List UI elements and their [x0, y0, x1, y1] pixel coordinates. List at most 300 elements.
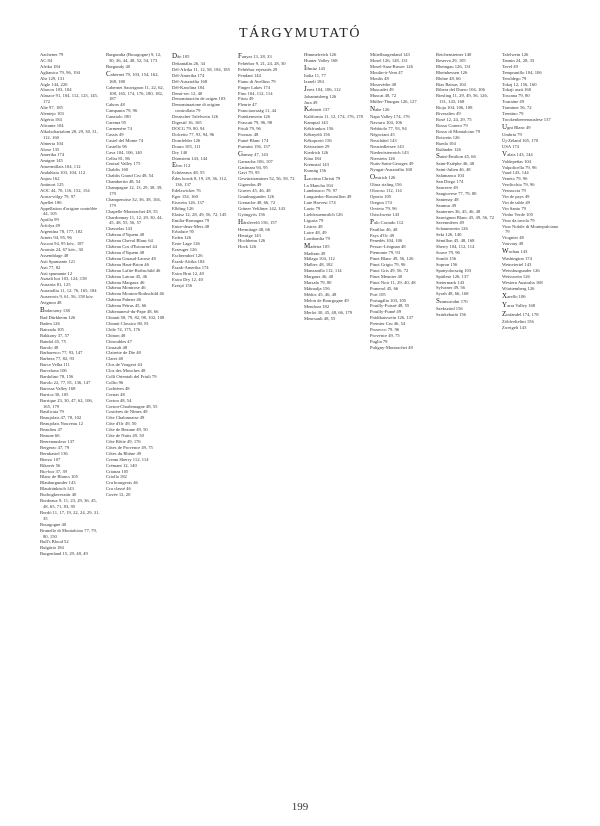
index-entry: Cabernet Sauvignon 11, 22, 62, 108, 165, 174, 176, 180, 182, 187: [106, 84, 164, 102]
index-entry: Cream Sherry 112, 114: [106, 456, 149, 462]
index-entry: Fumé Blanc 174: [238, 137, 269, 143]
index-entry: Chile 74, 175, 176: [106, 326, 141, 332]
index-entry: Cornas 48: [106, 391, 125, 397]
index-entry: Nebbiolo 77, 93, 94: [370, 125, 407, 131]
index-entry: Dél-Ausztrália 168: [172, 78, 208, 84]
index-entry: Hermitage 48, 66: [238, 226, 271, 232]
index-entry: Châteauneuf-du-Pape 48, 66: [106, 309, 159, 315]
index-entry: Új-Zéland 165, 170: [502, 137, 539, 143]
index-entry: Brunello di Montalcino 77, 79, 80, 150: [40, 527, 97, 539]
index-entry: Ugni Blanc 49: [502, 122, 531, 131]
index-entry: Aprilia 99: [40, 217, 59, 223]
index-entry: Friuli 79, 96: [238, 125, 261, 131]
index-entry: Dekantálás 26, 34: [172, 61, 206, 66]
index-entry: Nuits-Saint-Georges 49: [370, 161, 414, 167]
index-entry: Barbera 77, 82, 93: [40, 356, 75, 362]
index-initial-letter: J: [304, 84, 307, 93]
index-entry: Baden 126: [40, 320, 60, 326]
index-entry: Aigle 144, 220: [40, 81, 68, 87]
index-entry: Saint-Émilion 45, 66: [436, 152, 476, 161]
index-entry: Beaujolais Nouveau 12: [40, 421, 83, 427]
index-entry: Corton-Charlemagne 48, 55: [106, 403, 158, 409]
index-column-3: [172, 52, 232, 797]
index-entry: Escherndorf 126: [172, 253, 203, 259]
index-entry: Kéknyelű 156: [304, 132, 330, 138]
index-entry: Mourvèdre 48: [370, 81, 397, 87]
index-entry: Apellet 186: [40, 199, 62, 205]
index-entry: Ausztrália 11, 12, 76, 165, 184: [40, 288, 97, 294]
index-entry: Chinon 48: [106, 332, 126, 338]
index-entry: Kalifornia 11, 12, 174, 176, 178: [304, 114, 363, 120]
index-entry: Kamptal 143: [304, 120, 328, 126]
index-entry: Xarello 106: [502, 291, 526, 300]
index-entry: Campania 79, 96: [106, 108, 138, 114]
index-entry: Rotwein 126: [436, 134, 460, 140]
index-entry: Muscadet 49: [370, 87, 394, 93]
index-entry: Beaune 66: [40, 433, 60, 439]
index-entry: Orvieto 79, 96: [370, 205, 397, 211]
index-entry: Johannisberg 126: [304, 93, 337, 99]
index-entry: Auxerrois 9, 61, 56, 158 kóv.: [40, 294, 94, 300]
index-entry: Bandol 45, 75: [40, 338, 66, 344]
index-entry: Kína 184: [304, 155, 321, 161]
index-entry: Alicante 104: [40, 122, 64, 128]
index-entry: Château d'Yquem 48: [106, 232, 145, 238]
index-entry: Alasace 91, 104, 112, 125, 145, 172: [40, 93, 99, 105]
index-entry: Barolo 22, 77, 81, 136, 147: [40, 379, 91, 385]
index-entry: Bordeaux 9, 11, 23, 29, 36, 45, 48, 65, 71, 83, 95: [40, 498, 97, 509]
index-entry: Castel del Monte 74: [106, 137, 144, 143]
index-entry: Illmitz 143: [304, 63, 326, 72]
index-initial-letter: P: [370, 217, 374, 226]
index-entry: Arneis 94, 95, 96: [40, 235, 72, 241]
index-entry: Cellar 81, 86: [106, 155, 130, 161]
index-entry: Côte Chalonnaise 49: [106, 415, 145, 421]
index-entry: Beaulieu 47: [40, 427, 63, 433]
index-entry: Rueda 104: [436, 140, 456, 146]
index-entry: Savennières 49: [436, 220, 464, 226]
index-entry: Édes borok 8, 19, 29, 36, 112, 136, 137: [172, 176, 228, 188]
index-entry: Ansermillais 104, 112: [40, 164, 81, 170]
index-entry: Amerika 174: [40, 152, 65, 158]
index-entry: Rías Baixas 104: [436, 81, 466, 87]
index-entry: Oloroso 112, 114: [370, 188, 402, 194]
index-entry: Château Cheval Blanc 64: [106, 238, 153, 244]
index-initial-letter: H: [238, 217, 244, 226]
index-entry: Prosecco 79, 96: [370, 327, 400, 333]
index-entry: Alentejo 103: [40, 111, 64, 117]
index-entry: Veneto 79, 96: [502, 176, 528, 182]
index-entry: Chapelle-Montrachet 48, 55: [106, 208, 158, 214]
index-entry: Neusiedlersee 143: [370, 143, 404, 149]
index-entry: Fronsac 48: [238, 131, 259, 137]
index-entry: Ruländer 126: [436, 146, 461, 152]
index-entry: Vin Santo 79: [502, 205, 526, 211]
index-entry: Ribera del Duero 104, 106: [436, 87, 485, 93]
index-entry: Vernaccia 79: [502, 188, 526, 194]
index-entry: Marsala 79, 80: [304, 280, 332, 286]
index-entry: Washington 174: [502, 256, 532, 262]
page-number: 199: [291, 801, 309, 813]
index-entry: Château Mouton-Rothschild 46: [106, 291, 164, 297]
index-entry: Kiedrich 126: [304, 149, 329, 155]
index-entry: Moulis 48: [370, 75, 389, 81]
index-entry: Spätlese 126, 137: [436, 273, 469, 279]
index-initial-letter: E: [172, 161, 177, 170]
index-entry: Pessac-Léognan 48: [370, 244, 406, 250]
index-entry: Edelzwicker 76: [172, 188, 201, 194]
index-entry: Canaiolo 180: [106, 114, 131, 120]
index-entry: Kremstal 143: [304, 161, 329, 167]
index-entry: Frascati 79, 96, 98: [238, 120, 273, 126]
index-entry: Finger Lakes 174: [238, 84, 271, 90]
index-column-5: [304, 52, 364, 797]
index-initial-letter: U: [502, 122, 508, 131]
index-entry: Valais 143, 144: [502, 149, 533, 158]
index-entry: Algéria 184: [40, 116, 62, 122]
index-column-6: [370, 52, 430, 797]
index-entry: Crianza 105: [106, 468, 129, 474]
index-entry: Weissburgunder 126: [502, 268, 540, 273]
index-entry: Cinsault 48: [106, 344, 128, 350]
index-entry: Dornfelder 126: [172, 137, 201, 143]
index-entry: Sémillon 45, 48, 168: [436, 238, 475, 244]
index-entry: Lambrusco 79, 97: [304, 188, 338, 194]
index-column-7: [436, 52, 496, 797]
index-entry: Rheinhessen 126: [436, 69, 468, 75]
index-entry: Aglianico 79, 96, 194: [40, 69, 80, 75]
index-entry: Assemblage 48: [40, 252, 69, 258]
index-entry: Pays d'Oc 49: [370, 232, 395, 238]
index-entry: Mosel-Saar-Ruwer 126: [370, 63, 413, 69]
index-entry: Loire 48, 49: [304, 229, 327, 235]
index-entry: Graves 45, 46, 48: [238, 188, 271, 194]
index-entry: Blauburgunder 143: [40, 480, 76, 486]
index-entry: Frankenwein 126: [238, 114, 271, 120]
index-entry: Andalúzia 103, 104, 112: [40, 170, 86, 176]
index-entry: Puglia 79: [370, 338, 388, 344]
index-entry: Claret 48: [106, 356, 123, 362]
index-entry: Gyöngyös 156: [238, 211, 265, 217]
index-entry: Meursault 48, 55: [304, 315, 336, 321]
index-entry: Dão 105: [172, 52, 190, 60]
index-entry: Pinot Blanc 49, 56, 126: [370, 256, 414, 262]
index-entry: Vin de pays 49: [502, 194, 530, 200]
index-entry: Château Lafite-Rothschild 46: [106, 267, 161, 273]
index-entry: Rhône 48, 66: [436, 75, 461, 81]
index-initial-letter: M: [304, 241, 311, 250]
index-entry: Franciaország 11, 44: [238, 108, 277, 114]
index-entry: Madeira 105: [304, 241, 330, 250]
index-column-8: [502, 52, 562, 797]
index-entry: Napa Valley 174, 176: [370, 114, 410, 120]
index-entry: Rosso Conero 79: [436, 122, 468, 128]
index-entry: Vino Nobile di Montepulciano 79: [502, 223, 559, 235]
index-entry: Rivesaltes 49: [436, 111, 461, 117]
index-entry: Château Montrose 46: [106, 285, 146, 291]
index-entry: Ezerjó 156: [172, 282, 193, 288]
index-entry: Spanyolország 103: [436, 267, 472, 273]
index-entry: Pinot Meunier 40: [370, 273, 403, 279]
index-entry: Pomerol 45, 66: [370, 285, 399, 291]
index-entry: Corton 48, 54: [106, 397, 132, 403]
index-entry: Heurige 143: [238, 232, 261, 238]
index-entry: Müller-Thurgau 126, 127: [370, 99, 417, 105]
index-entry: Chablis 160: [106, 167, 129, 173]
index-entry: Puligny-Montrachet 48: [370, 344, 413, 350]
index-entry: Mosel 126, 128, 131: [370, 57, 408, 63]
index-entry: Palo Cortado 112: [370, 217, 404, 226]
index-entry: Rosé 12, 24, 29, 75: [436, 116, 472, 122]
index-entry: Grenache 48, 66, 72: [238, 199, 276, 205]
index-entry: Málaga 104, 112: [304, 256, 335, 262]
index-entry: Côtes du Rhône 49: [106, 450, 142, 456]
index-entry: Teroldego 79: [502, 75, 527, 81]
index-entry: Ahr 129, 131: [40, 75, 65, 81]
index-entry: Blanc de Blancs 105: [40, 474, 78, 480]
index-entry: Merlot 30, 45, 48, 66, 179: [304, 309, 353, 315]
index-entry: Vouvray 49: [502, 241, 524, 247]
index-entry: Provence 49, 75: [370, 332, 400, 338]
index-entry: AC 84: [40, 57, 53, 63]
index-entry: Chianti Classico 80, 81: [106, 320, 149, 326]
index-initial-letter: Y: [502, 300, 508, 309]
index-entry: Late Harvest 174: [304, 200, 336, 206]
index-entry: Listrac 48: [304, 223, 323, 229]
index-entry: Pouilly-Fumé 49: [370, 309, 402, 315]
index-entry: Weinviertel 143: [502, 262, 532, 268]
index-entry: Bardolino 78, 156: [40, 374, 74, 380]
index-entry: Bairrada 105: [40, 326, 64, 332]
index-entry: Margaux 46, 48: [304, 274, 334, 280]
index-entry: Árfolya 49: [40, 223, 61, 229]
index-entry: Sherry 104, 112, 114: [436, 244, 475, 250]
index-entry: Elzász 12, 28, 49, 56, 72, 145: [172, 211, 227, 217]
index-column-2: [106, 52, 166, 797]
index-entry: Chardonnay 11, 12, 29, 30, 44, 45, 48, 55, 56, 57: [106, 214, 163, 226]
index-entry: Central Valley 175: [106, 161, 141, 167]
index-entry: Barrica 30, 105: [40, 391, 69, 397]
index-entry: Pauillac 46, 48: [370, 226, 398, 232]
index-entry: Grüner Veltliner 142, 143: [238, 205, 286, 211]
index-entry: Colli Orientali del Friuli 79: [106, 374, 157, 380]
index-entry: Hunter Valley 168: [304, 57, 338, 63]
index-entry: Navarra 104, 106: [370, 120, 403, 126]
index-entry: Beerenauslese 137: [40, 439, 75, 444]
index-entry: Neuchâtel 143: [370, 137, 397, 143]
index-entry: Cuvée 12, 20: [106, 492, 131, 498]
index-entry: Trockenbeerenauslese 137: [502, 116, 551, 122]
index-initial-letter: S: [436, 297, 440, 306]
index-entry: Viognier 48: [502, 235, 524, 241]
index-entry: Antinori 125: [40, 181, 64, 187]
index-entry: Champenoise 32, 36, 38, 104, 179: [106, 196, 161, 208]
index-entry: Észak-Afrika 184: [172, 259, 205, 264]
index-entry: Sangiovese 77, 79, 80: [436, 190, 477, 196]
index-entry: Chiroubles 47: [106, 338, 132, 344]
index-entry: Steiermark 143: [436, 279, 465, 285]
index-entry: Oporto 105: [370, 194, 392, 200]
index-entry: Syrah 48, 66, 168: [436, 291, 469, 297]
index-entry: Rioja 104, 106, 108: [436, 105, 473, 111]
index-entry: Château Gruaud-Larose 48: [106, 255, 156, 261]
index-entry: DOCG 79, 80, 94: [172, 125, 205, 131]
index-initial-letter: I: [304, 63, 307, 72]
index-entry: Argentína 78, 177, 182: [40, 229, 83, 235]
index-entry: Demi-sec 12, 40: [172, 90, 203, 96]
index-entry: Mátraalja 156: [304, 286, 330, 291]
index-entry: Tokaj 12, 156, 160: [502, 81, 537, 87]
index-entry: Erste Lage 126: [172, 241, 200, 247]
index-entry: Portugália 103, 105: [370, 297, 407, 303]
index-entry: Cru classé 46: [106, 486, 131, 492]
index-entry: Himmelreich 126: [304, 52, 337, 57]
index-entry: Echézeaux 48, 55: [172, 170, 205, 176]
index-entry: Champagne 12, 13, 29, 38, 39, 179: [106, 185, 163, 196]
index-entry: Chablis Grand Cru 48, 54: [106, 173, 154, 179]
index-initial-letter: V: [502, 149, 508, 158]
index-entry: AOC 44, 70, 116, 152, 154: [40, 187, 90, 193]
index-entry: Extra Dry 12, 40: [172, 276, 203, 282]
index-entry: Muscat 48, 72: [370, 93, 397, 99]
index-entry: Lazio 79: [304, 206, 321, 212]
index-entry: Barolo 48: [40, 344, 59, 350]
index-entry: Hock 126: [238, 244, 256, 250]
page-title: TÁRGYMUTATÓ: [239, 26, 361, 41]
index-entry: Cahors 48: [106, 102, 125, 108]
index-entry: Garnacha 106, 107: [238, 158, 273, 164]
index-entry: Kéziszüret 29: [304, 143, 330, 149]
index-initial-letter: G: [238, 149, 244, 158]
index-entry: Gattinara 94, 95: [238, 164, 268, 170]
index-entry: Hochheim 126: [238, 238, 266, 244]
index-entry: Asti spumante 12: [40, 270, 73, 276]
index-entry: Bakkony 37, 57: [40, 332, 70, 338]
index-entry: Jura 49: [304, 99, 318, 105]
index-entry: San Diego 174: [436, 179, 464, 185]
index-entry: Reserva 29, 105: [436, 57, 466, 63]
index-entry: Fiano di Avellino 79: [238, 78, 276, 84]
index-entry: Izraeli 184: [304, 78, 324, 84]
index-entry: Gavi 79, 95: [238, 170, 260, 176]
index-entry: Cabernet 79, 103, 154, 162, 168, 180: [106, 69, 159, 84]
index-entry: Tempranillo 104, 106: [502, 69, 542, 75]
index-entry: Afrika 184: [40, 63, 61, 69]
index-entry: Château Haut-Brion 46: [106, 261, 149, 267]
index-entry: Somló 156: [436, 255, 457, 261]
index-entry: Badacsony 138: [40, 305, 70, 314]
index-initial-letter: B: [40, 305, 45, 314]
index-entry: Château Margaux 46: [106, 279, 145, 285]
index-entry: Sekt 126, 140: [436, 232, 462, 238]
index-entry: Bad Dürkheim 126: [40, 314, 76, 320]
index-entry: Chasselas 143: [106, 226, 133, 232]
index-entry: Port 105: [370, 291, 386, 297]
index-entry: Pouilly-Fuissé 48, 55: [370, 303, 410, 309]
index-entry: Vaud 143, 144: [502, 170, 529, 176]
index-entry: Négociant 45: [370, 131, 395, 137]
index-initial-letter: W: [502, 247, 509, 256]
index-entry: Bikavér 56: [40, 462, 61, 468]
index-entry: Carema 95: [106, 120, 127, 126]
index-entry: Eiswein 126, 137: [172, 199, 205, 205]
index-entry: Dél-Afrika 11, 12, 58, 184, 185: [172, 66, 230, 72]
index-entry: Cru bourgeois 46: [106, 480, 138, 486]
index-entry: Yarra Valley 168: [502, 300, 536, 309]
index-entry: Burgundia (Bourgogne) 9, 12, 30, 36, 44, 48, 52, 54, 173: [106, 52, 162, 63]
index-entry: Mendoza 182: [304, 303, 330, 309]
index-entry: Madiran 49: [304, 250, 326, 256]
index-entry: Entre-deux-Mers 48: [172, 223, 210, 229]
index-entry: Cassis 49: [106, 131, 124, 137]
index-entry: Hárslevelű 156, 157: [238, 217, 277, 226]
index-entry: Sauvignon Blanc 45, 49, 56, 72: [436, 214, 494, 220]
index-entry: Anjou 162: [40, 176, 60, 182]
index-initial-letter: X: [502, 291, 508, 300]
index-entry: Aloxe 135: [40, 146, 60, 152]
index-entry: USA 174: [502, 143, 519, 149]
index-entry: Elbling 126: [172, 205, 194, 211]
index-entry: Zöldveltelini 156: [502, 318, 534, 324]
index-entry: Barbaresco 77, 93, 147: [40, 350, 83, 356]
index-initial-letter: D: [172, 52, 178, 60]
index-entry: Blaufränkisch 143: [40, 486, 74, 492]
index-entry: Zinfandel 174, 178: [502, 309, 539, 318]
index-entry: Szamorodni 170: [436, 297, 468, 306]
index-entry: Tavel 49: [502, 63, 518, 69]
index-entry: Eger 154, 160: [172, 194, 198, 200]
index-entry: Château Palmer 46: [106, 297, 141, 303]
index-entry: Fleurie 47: [238, 102, 257, 108]
index-entry: Kékfrankos 156: [304, 126, 334, 132]
index-entry: Prädikatswein 126, 137: [370, 315, 414, 321]
index-entry: Aachener 79: [40, 52, 64, 57]
index-entry: Bergerac 47, 79: [40, 444, 70, 450]
index-entry: Côte Rôtie 49, 176: [106, 439, 141, 444]
index-entry: Wachau 143: [502, 247, 528, 256]
index-entry: Côte de Beaune 49, 50: [106, 427, 148, 433]
index-entry: La Mancha 104: [304, 182, 333, 188]
index-entry: Ebro 112: [172, 161, 191, 170]
index-entry: Pinot Grigio 79, 96: [370, 262, 406, 268]
index-entry: Clos des Mouches 48: [106, 368, 146, 374]
index-entry: Saumur 49: [436, 202, 457, 208]
index-initial-letter: O: [370, 173, 376, 182]
index-entry: Dürnstein 143, 144: [172, 155, 208, 161]
index-entry: Château Latour 45, 46: [106, 273, 148, 279]
index-entry: Western Australia 168: [502, 279, 543, 285]
index-entry: Kunság 156: [304, 167, 327, 173]
index-entry: Basilicata 79: [40, 409, 64, 415]
index-column-1: [40, 52, 100, 797]
index-entry: Fehérbor erjesztés 29: [238, 66, 278, 72]
index-entry: Saint-Estèphe 46, 48: [436, 161, 475, 167]
index-entry: Touraine 49: [502, 99, 525, 105]
index-entry: Clairette de Die 48: [106, 350, 141, 356]
index-entry: Sancerre 49: [436, 185, 458, 191]
index-entry: Alkoholtartalom 28, 29, 30, 31, 112, 160: [40, 128, 98, 140]
index-entry: Asti 77, 82: [40, 264, 61, 270]
index-entry: Umbria 79: [502, 131, 522, 137]
index-entry: Bull's Blood 52: [40, 539, 69, 545]
index-initial-letter: C: [106, 69, 111, 78]
index-entry: Denominazione di origine controllata 79: [172, 102, 220, 114]
index-entry: Soave 79, 96: [436, 250, 460, 255]
index-entry: Melon de Bourgogne 49: [304, 297, 349, 303]
index-entry: Ostschweiz 143: [370, 211, 400, 217]
index-entry: Premier Cru 46, 54: [370, 321, 406, 327]
index-entry: Weisswein 126: [502, 273, 530, 279]
